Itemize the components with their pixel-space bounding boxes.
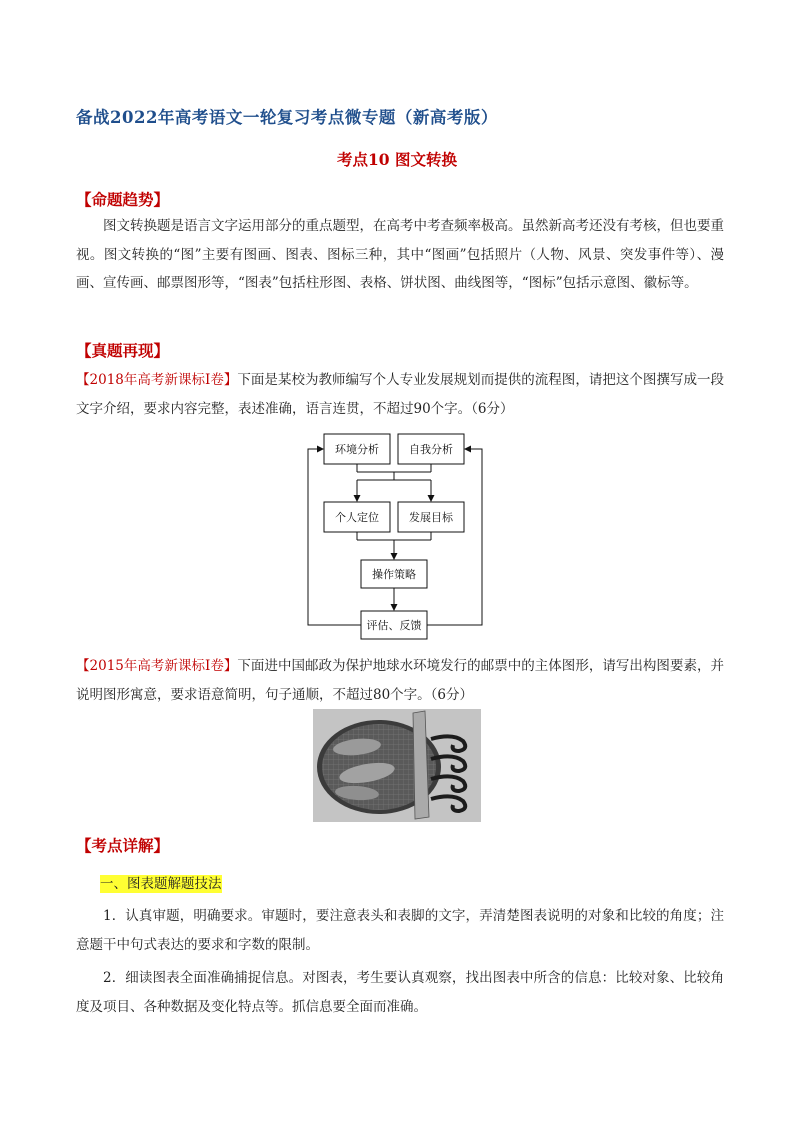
stamp-image (313, 709, 481, 822)
flow-label-goal: 发展目标 (409, 511, 453, 524)
section-detail-heading: 【考点详解】 (76, 836, 170, 855)
flow-label-position: 个人定位 (335, 511, 379, 524)
point-1: 1．认真审题，明确要求。审题时，要注意表头和表脚的文字，弄清楚图表说明的对象和比较的角度；注意题干中句式表达的要求和字数的限制。 (76, 908, 724, 953)
question-1-text: 下面是某校为教师编写个人专业发展规划而提供的流程图，请把这个图撰写成一段文字介绍，要求内容完整，表述准确，语言连贯，不超过90个字。（6分） (76, 372, 724, 417)
topic-subtitle: 考点10 图文转换 (337, 150, 457, 169)
flowchart (300, 430, 490, 642)
question-2-source: 【2015年高考新课标Ⅰ卷】 (76, 658, 238, 674)
detail-subheading-text: 一、图表题解题技法 (100, 876, 222, 892)
flow-label-self: 自我分析 (409, 443, 453, 456)
question-1 (76, 366, 724, 423)
question-1-source: 【2018年高考新课标Ⅰ卷】 (76, 372, 238, 388)
flow-label-env: 环境分析 (335, 443, 379, 456)
question-2-text: 下面进中国邮政为保护地球水环境发行的邮票中的主体图形，请写出构图要素，并说明图形寓意，要求语意简明，句子通顺，不超过80个字。（6分） (76, 658, 724, 703)
document-title: 备战2022年高考语文一轮复习考点微专题（新高考版） (76, 108, 498, 127)
point-2: 2．细读图表全面准确捕捉信息。对图表，考生要认真观察，找出图表中所含的信息：比较对象、比较角度及项目、各种数据及变化特点等。抓信息要全面而准确。 (76, 970, 724, 1015)
question-2 (76, 652, 724, 709)
detail-subheading (100, 870, 700, 899)
section-trend-heading: 【命题趋势】 (76, 190, 170, 209)
trend-paragraph: 图文转换题是语言文字运用部分的重点题型，在高考中考查频率极高。虽然新高考还没有考核，但也要重视。图文转换的“图”主要有图画、图表、图标三种，其中“图画”包括照片（人物、风景、突发事件等）、漫画、宣传画、邮票图形等，“图表”包括柱形图、表格、饼状图、曲线图等，“图标”包括示意图、徽标等。 (76, 218, 724, 291)
flow-label-strategy: 操作策略 (372, 568, 416, 581)
section-real-heading: 【真题再现】 (76, 341, 170, 360)
flow-label-feedback: 评估、反馈 (366, 619, 422, 632)
